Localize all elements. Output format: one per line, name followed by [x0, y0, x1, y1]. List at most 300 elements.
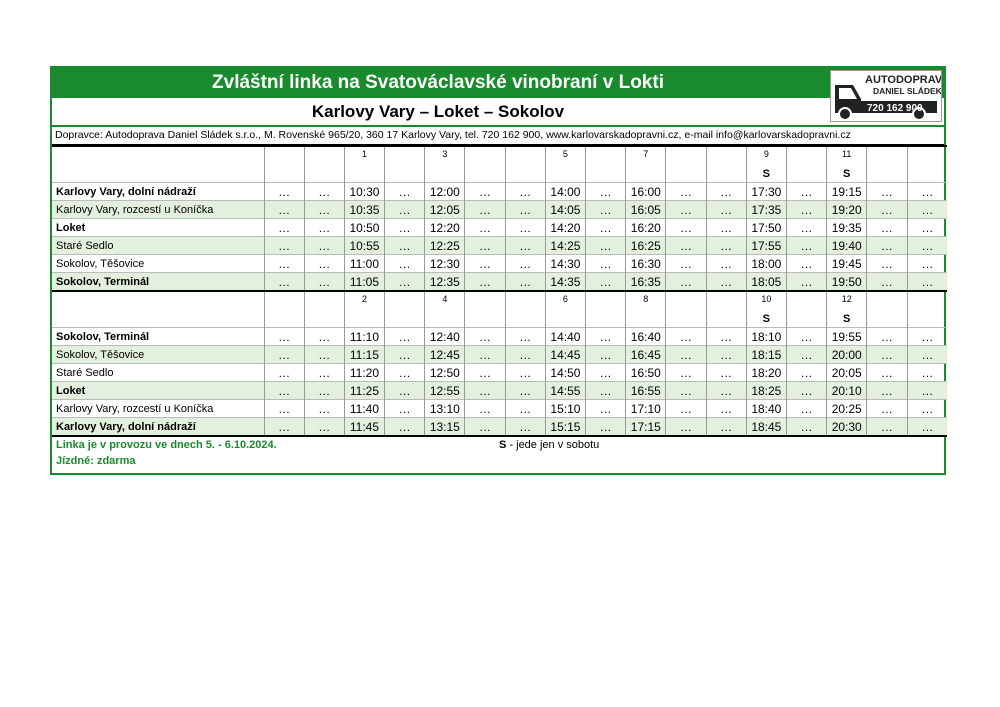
departure-time: …: [907, 328, 947, 346]
trip-mark: S: [827, 165, 867, 183]
table-row: [52, 346, 947, 364]
trip-number-label: 4: [442, 294, 448, 304]
departure-time: …: [465, 382, 505, 400]
truck-icon: [831, 71, 941, 121]
departure-time: …: [586, 418, 626, 437]
inbound-trip-numbers: [52, 291, 947, 310]
departure-time: …: [264, 183, 304, 201]
departure-time: 14:40: [545, 328, 585, 346]
departure-time: …: [786, 328, 826, 346]
trip-mark: [344, 165, 384, 183]
departure-time: …: [385, 219, 425, 237]
departure-time: 13:15: [425, 418, 465, 437]
departure-time: 12:30: [425, 255, 465, 273]
departure-time: …: [304, 418, 344, 437]
departure-time: …: [907, 219, 947, 237]
trip-mark: [786, 310, 826, 328]
departure-time: …: [586, 400, 626, 418]
header-blank: [52, 310, 264, 328]
departure-time: 17:15: [626, 418, 666, 437]
route-subtitle: Karlovy Vary – Loket – Sokolov: [52, 98, 944, 127]
departure-time: …: [867, 382, 907, 400]
trip-number: [786, 291, 826, 310]
departure-time: …: [867, 255, 907, 273]
departure-time: …: [586, 273, 626, 292]
departure-time: 11:05: [344, 273, 384, 292]
trip-mark: [907, 165, 947, 183]
trip-number-label: 2: [361, 294, 367, 304]
trip-number: [344, 291, 384, 310]
departure-time: …: [666, 400, 706, 418]
trip-number: [907, 146, 947, 165]
departure-time: …: [907, 346, 947, 364]
departure-time: 14:55: [545, 382, 585, 400]
departure-time: …: [786, 364, 826, 382]
departure-time: …: [465, 328, 505, 346]
departure-time: …: [706, 237, 746, 255]
trip-mark: [626, 310, 666, 328]
departure-time: …: [666, 364, 706, 382]
departure-time: 11:25: [344, 382, 384, 400]
trip-number: [344, 146, 384, 165]
trip-number-label: 11: [842, 149, 852, 159]
departure-time: …: [385, 237, 425, 255]
trip-mark: [786, 165, 826, 183]
departure-time: 15:10: [545, 400, 585, 418]
departure-time: …: [666, 255, 706, 273]
trip-number: [867, 291, 907, 310]
departure-time: 19:50: [827, 273, 867, 292]
trip-number: [867, 146, 907, 165]
departure-time: 19:45: [827, 255, 867, 273]
table-row: [52, 400, 947, 418]
trip-number: [666, 291, 706, 310]
operation-dates: Linka je v provozu ve dnech 5. - 6.10.2024.: [56, 439, 277, 451]
departure-time: …: [465, 201, 505, 219]
departure-time: …: [907, 400, 947, 418]
stop-name: Karlovy Vary, rozcestí u Koníčka: [52, 201, 264, 219]
departure-time: …: [505, 255, 545, 273]
departure-time: 12:50: [425, 364, 465, 382]
trip-number: [545, 291, 585, 310]
saturday-note: [499, 439, 599, 451]
departure-time: …: [706, 328, 746, 346]
trip-mark: [706, 165, 746, 183]
departure-time: 18:40: [746, 400, 786, 418]
trip-mark: S: [827, 310, 867, 328]
trip-number: [786, 146, 826, 165]
departure-time: …: [666, 382, 706, 400]
trip-number: [465, 146, 505, 165]
trip-mark: [425, 310, 465, 328]
departure-time: …: [505, 201, 545, 219]
stop-name: Karlovy Vary, rozcestí u Koníčka: [52, 400, 264, 418]
departure-time: …: [907, 183, 947, 201]
departure-time: …: [786, 400, 826, 418]
departure-time: 18:45: [746, 418, 786, 437]
departure-time: …: [505, 219, 545, 237]
departure-time: …: [706, 364, 746, 382]
departure-time: …: [786, 346, 826, 364]
trip-mark: [425, 165, 465, 183]
stop-name: Sokolov, Těšovice: [52, 346, 264, 364]
departure-time: 14:00: [545, 183, 585, 201]
trip-mark: [586, 310, 626, 328]
departure-time: …: [786, 255, 826, 273]
trip-mark: [385, 310, 425, 328]
departure-time: …: [304, 255, 344, 273]
departure-time: …: [586, 219, 626, 237]
departure-time: …: [586, 364, 626, 382]
header-blank: [52, 165, 264, 183]
departure-time: …: [706, 201, 746, 219]
departure-time: 19:35: [827, 219, 867, 237]
departure-time: 11:15: [344, 346, 384, 364]
departure-time: …: [666, 273, 706, 292]
departure-time: …: [264, 364, 304, 382]
departure-time: 10:30: [344, 183, 384, 201]
trip-mark: [264, 310, 304, 328]
departure-time: …: [385, 328, 425, 346]
departure-time: …: [505, 237, 545, 255]
table-row: [52, 183, 947, 201]
trip-number-label: 10: [761, 294, 772, 304]
stop-name: Sokolov, Těšovice: [52, 255, 264, 273]
departure-time: …: [867, 237, 907, 255]
table-row: [52, 328, 947, 346]
table-row: [52, 364, 947, 382]
stop-name: Loket: [52, 219, 264, 237]
departure-time: …: [264, 237, 304, 255]
stop-name: Sokolov, Terminál: [52, 328, 264, 346]
trip-number-label: 12: [841, 294, 852, 304]
departure-time: …: [867, 346, 907, 364]
departure-time: 16:50: [626, 364, 666, 382]
departure-time: …: [505, 328, 545, 346]
departure-time: 20:05: [827, 364, 867, 382]
stop-name: Staré Sedlo: [52, 364, 264, 382]
header-blank: [52, 291, 264, 310]
departure-time: 17:30: [746, 183, 786, 201]
departure-time: 20:25: [827, 400, 867, 418]
departure-time: …: [385, 255, 425, 273]
table-row: [52, 219, 947, 237]
trip-number: [907, 291, 947, 310]
departure-time: …: [666, 418, 706, 437]
table-row: [52, 255, 947, 273]
trip-number: [304, 291, 344, 310]
departure-time: …: [385, 183, 425, 201]
departure-time: 16:00: [626, 183, 666, 201]
trip-number-label: 7: [643, 149, 649, 159]
trip-number-label: 5: [562, 149, 568, 159]
departure-time: …: [264, 328, 304, 346]
departure-time: …: [304, 382, 344, 400]
trip-number: [626, 146, 666, 165]
carrier-info: Dopravce: Autodoprava Daniel Sládek s.r.o., M. Rovenské 965/20, 360 17 Karlovy Vary, tel. 720 162 900, www.karlovarskadopravni.cz, e-mail info@karlovarskadopravni.cz: [52, 127, 944, 145]
trip-mark: [545, 165, 585, 183]
departure-time: …: [907, 364, 947, 382]
departure-time: …: [706, 382, 746, 400]
departure-time: 19:40: [827, 237, 867, 255]
departure-time: …: [304, 273, 344, 292]
departure-time: 20:30: [827, 418, 867, 437]
departure-time: …: [465, 255, 505, 273]
departure-time: …: [465, 346, 505, 364]
table-row: [52, 273, 947, 292]
departure-time: 20:00: [827, 346, 867, 364]
departure-time: …: [505, 400, 545, 418]
departure-time: 18:25: [746, 382, 786, 400]
departure-time: …: [264, 273, 304, 292]
fare-note: Jízdné: zdarma: [56, 455, 136, 467]
departure-time: 12:45: [425, 346, 465, 364]
departure-time: …: [867, 183, 907, 201]
trip-number: [304, 146, 344, 165]
trip-number: [545, 146, 585, 165]
table-row: [52, 237, 947, 255]
departure-time: …: [264, 418, 304, 437]
departure-time: 14:50: [545, 364, 585, 382]
trip-mark: [505, 310, 545, 328]
departure-time: …: [666, 201, 706, 219]
departure-time: …: [505, 183, 545, 201]
departure-time: 10:55: [344, 237, 384, 255]
departure-time: 15:15: [545, 418, 585, 437]
trip-mark: [907, 310, 947, 328]
saturday-symbol: S: [499, 439, 507, 451]
trip-number: [586, 146, 626, 165]
departure-time: 11:10: [344, 328, 384, 346]
trip-mark: [867, 165, 907, 183]
trip-number: [465, 291, 505, 310]
departure-time: 11:20: [344, 364, 384, 382]
departure-time: …: [666, 346, 706, 364]
stop-name: Sokolov, Terminál: [52, 273, 264, 292]
departure-time: …: [706, 400, 746, 418]
departure-time: …: [867, 328, 907, 346]
trip-mark: [505, 165, 545, 183]
departure-time: …: [867, 418, 907, 437]
departure-time: …: [465, 219, 505, 237]
departure-time: …: [385, 346, 425, 364]
departure-time: …: [867, 364, 907, 382]
departure-time: …: [786, 201, 826, 219]
departure-time: …: [304, 219, 344, 237]
trip-number: [706, 291, 746, 310]
departure-time: …: [385, 201, 425, 219]
departure-time: …: [264, 400, 304, 418]
departure-time: …: [907, 237, 947, 255]
outbound-trip-numbers: [52, 146, 947, 165]
departure-time: …: [666, 183, 706, 201]
departure-time: …: [867, 219, 907, 237]
logo-line2: DANIEL SLÁDEK: [873, 86, 941, 96]
departure-time: …: [465, 237, 505, 255]
timetable-sheet: [50, 66, 946, 475]
departure-time: 19:20: [827, 201, 867, 219]
departure-time: …: [505, 382, 545, 400]
departure-time: 18:15: [746, 346, 786, 364]
departure-time: 17:50: [746, 219, 786, 237]
trip-number-label: 9: [763, 149, 769, 159]
departure-time: …: [786, 219, 826, 237]
departure-time: 14:30: [545, 255, 585, 273]
departure-time: 16:35: [626, 273, 666, 292]
trip-number-label: 6: [562, 294, 568, 304]
trip-mark: [304, 165, 344, 183]
departure-time: …: [786, 382, 826, 400]
departure-time: 20:10: [827, 382, 867, 400]
departure-time: …: [867, 273, 907, 292]
departure-time: 16:55: [626, 382, 666, 400]
departure-time: …: [304, 237, 344, 255]
trip-number: [586, 291, 626, 310]
saturday-text: - jede jen v sobotu: [506, 439, 600, 451]
departure-time: 14:45: [545, 346, 585, 364]
departure-time: …: [586, 382, 626, 400]
stop-name: Karlovy Vary, dolní nádraží: [52, 183, 264, 201]
trip-number: [425, 146, 465, 165]
departure-time: …: [465, 400, 505, 418]
departure-time: …: [465, 418, 505, 437]
departure-time: 18:00: [746, 255, 786, 273]
departure-time: …: [304, 183, 344, 201]
departure-time: …: [304, 400, 344, 418]
trip-number: [264, 291, 304, 310]
departure-time: …: [586, 237, 626, 255]
inbound-trip-marks: [52, 310, 947, 328]
departure-time: …: [586, 346, 626, 364]
departure-time: 18:10: [746, 328, 786, 346]
trip-number: [425, 291, 465, 310]
trip-mark: [586, 165, 626, 183]
trip-number: [827, 146, 867, 165]
trip-number: [746, 291, 786, 310]
departure-time: …: [264, 219, 304, 237]
table-row: [52, 201, 947, 219]
departure-time: …: [706, 255, 746, 273]
header-blank: [52, 146, 264, 165]
departure-time: …: [505, 273, 545, 292]
timetable-table: [52, 145, 947, 437]
departure-time: …: [666, 219, 706, 237]
departure-time: …: [907, 273, 947, 292]
trip-mark: [666, 310, 706, 328]
departure-time: …: [666, 237, 706, 255]
departure-time: …: [786, 273, 826, 292]
departure-time: 16:40: [626, 328, 666, 346]
departure-time: …: [385, 418, 425, 437]
departure-time: 19:55: [827, 328, 867, 346]
trip-mark: S: [746, 165, 786, 183]
departure-time: …: [505, 364, 545, 382]
departure-time: 12:20: [425, 219, 465, 237]
departure-time: 16:25: [626, 237, 666, 255]
trip-number: [666, 146, 706, 165]
logo-line3: 720 162 900: [867, 103, 923, 114]
departure-time: 11:45: [344, 418, 384, 437]
departure-time: …: [706, 418, 746, 437]
table-row: [52, 382, 947, 400]
departure-time: 11:00: [344, 255, 384, 273]
trip-number: [505, 291, 545, 310]
departure-time: 12:35: [425, 273, 465, 292]
trip-mark: [626, 165, 666, 183]
trip-number: [264, 146, 304, 165]
departure-time: 16:05: [626, 201, 666, 219]
departure-time: 16:20: [626, 219, 666, 237]
departure-time: 10:50: [344, 219, 384, 237]
trip-number: [827, 291, 867, 310]
departure-time: …: [264, 201, 304, 219]
departure-time: …: [706, 273, 746, 292]
departure-time: …: [465, 273, 505, 292]
trip-number: [706, 146, 746, 165]
outbound-trip-marks: [52, 165, 947, 183]
trip-mark: [304, 310, 344, 328]
trip-number: [505, 146, 545, 165]
departure-time: …: [304, 346, 344, 364]
trip-mark: [666, 165, 706, 183]
departure-time: 11:40: [344, 400, 384, 418]
departure-time: …: [264, 382, 304, 400]
departure-time: 14:25: [545, 237, 585, 255]
departure-time: …: [867, 400, 907, 418]
departure-time: …: [465, 183, 505, 201]
departure-time: …: [706, 219, 746, 237]
departure-time: …: [505, 418, 545, 437]
departure-time: 16:30: [626, 255, 666, 273]
trip-mark: [385, 165, 425, 183]
trip-mark: S: [746, 310, 786, 328]
stop-name: Loket: [52, 382, 264, 400]
trip-mark: [465, 310, 505, 328]
departure-time: …: [786, 418, 826, 437]
table-row: [52, 418, 947, 437]
departure-time: …: [385, 400, 425, 418]
departure-time: 12:40: [425, 328, 465, 346]
trip-number-label: 1: [361, 149, 367, 159]
departure-time: 17:35: [746, 201, 786, 219]
departure-time: 14:35: [545, 273, 585, 292]
departure-time: 18:05: [746, 273, 786, 292]
departure-time: …: [786, 237, 826, 255]
logo-line1: AUTODOPRAVA: [865, 74, 941, 86]
departure-time: …: [586, 201, 626, 219]
departure-time: 12:25: [425, 237, 465, 255]
stop-name: Karlovy Vary, dolní nádraží: [52, 418, 264, 437]
departure-time: 12:00: [425, 183, 465, 201]
departure-time: 12:55: [425, 382, 465, 400]
departure-time: …: [264, 255, 304, 273]
departure-time: …: [586, 328, 626, 346]
departure-time: …: [706, 183, 746, 201]
stop-name: Staré Sedlo: [52, 237, 264, 255]
timetable-title: Zvláštní linka na Svatováclavské vinobraní v Lokti: [52, 68, 944, 98]
departure-time: …: [385, 382, 425, 400]
trip-number-label: 3: [442, 149, 448, 159]
trip-number: [385, 291, 425, 310]
trip-mark: [264, 165, 304, 183]
departure-time: …: [304, 364, 344, 382]
timetable-footer: [52, 437, 944, 473]
departure-time: 14:20: [545, 219, 585, 237]
carrier-logo: [830, 70, 942, 122]
departure-time: …: [264, 346, 304, 364]
departure-time: …: [505, 346, 545, 364]
departure-time: …: [867, 201, 907, 219]
